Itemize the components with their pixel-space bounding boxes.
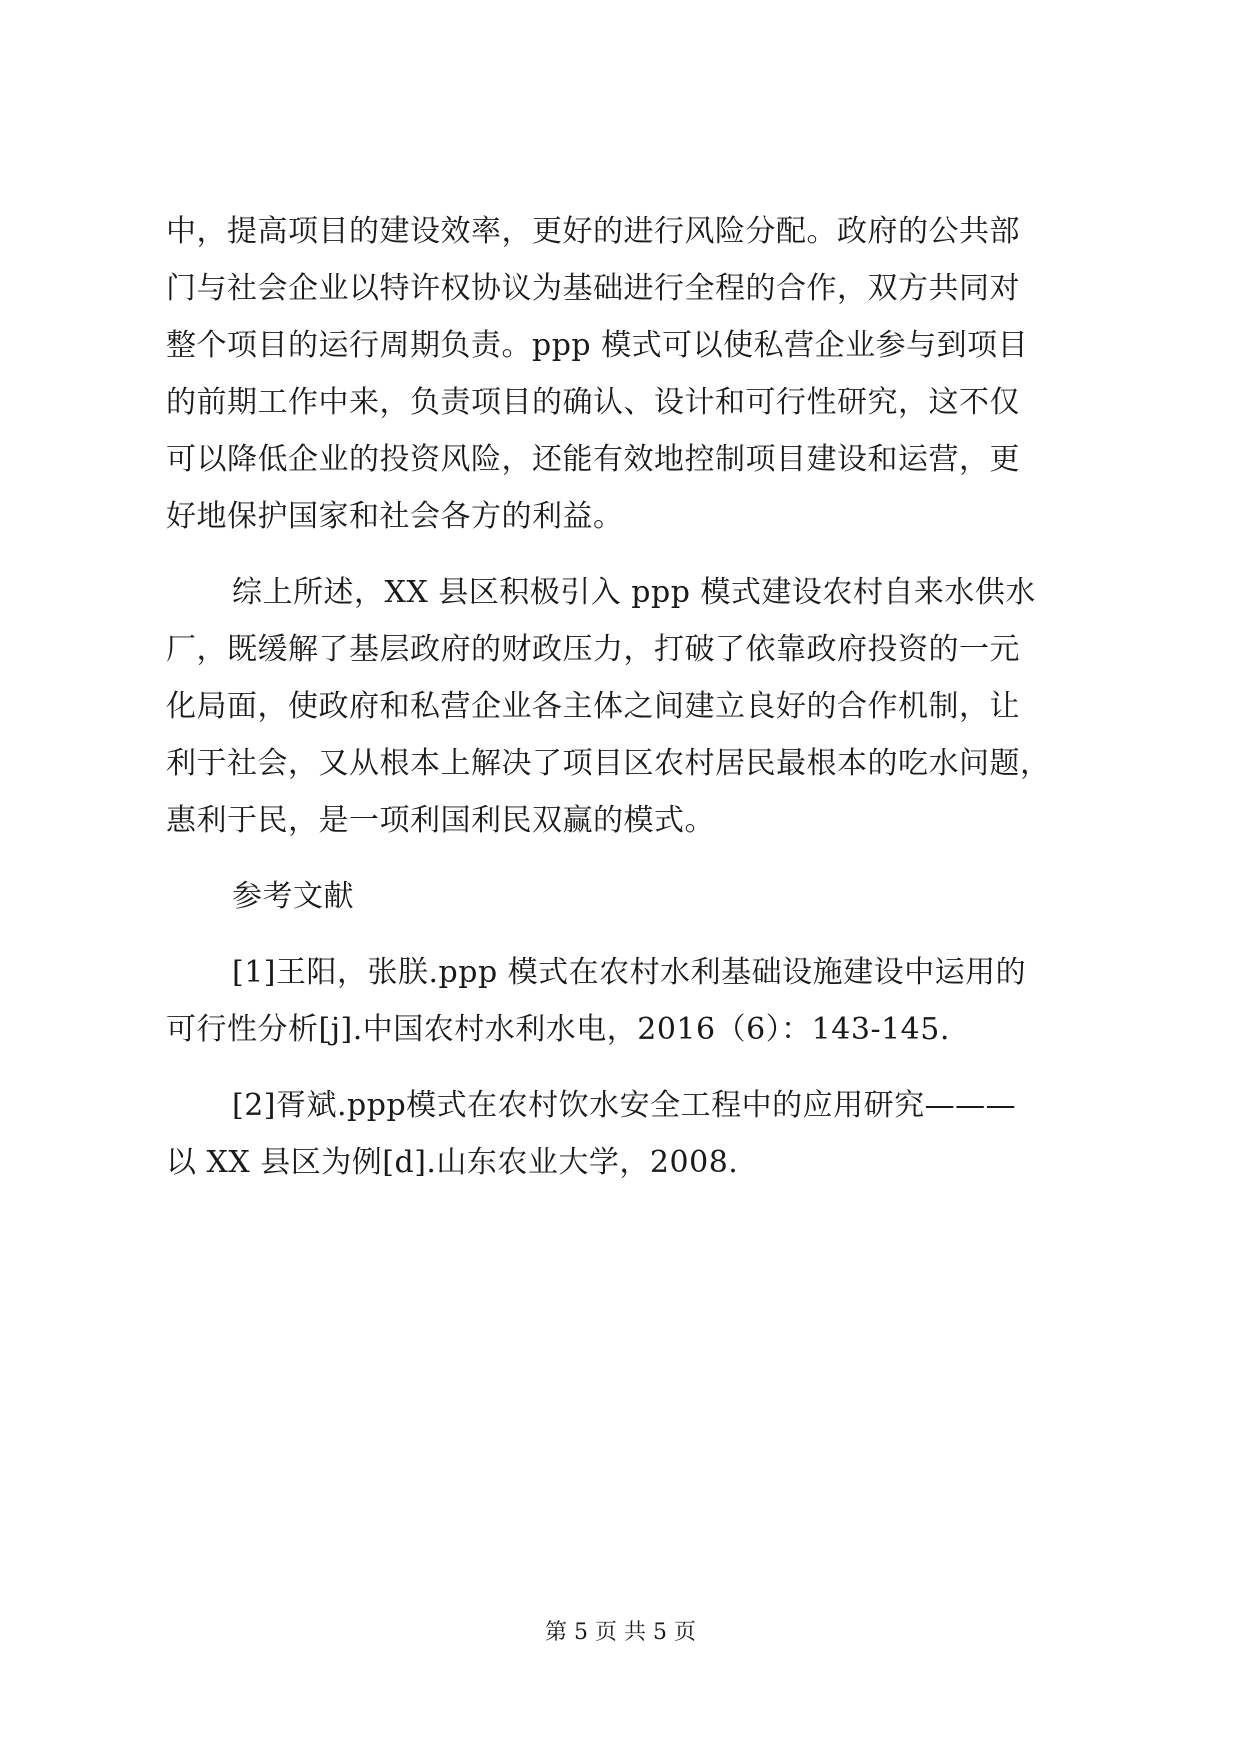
body-line: 好地保护国家和社会各方的利益。 bbox=[166, 499, 624, 534]
body-line: 中，提高项目的建设效率，更好的进行风险分配。政府的公共部 bbox=[166, 214, 1020, 249]
body-line: 惠利于民，是一项利国利民双赢的模式。 bbox=[166, 803, 715, 838]
body-line: 整个项目的运行周期负责。ppp 模式可以使私营企业参与到项目 bbox=[166, 328, 1029, 363]
reference-2-line-2: 以 XX 县区为例[d].山东农业大学，2008. bbox=[166, 1145, 739, 1180]
references-heading: 参考文献 bbox=[232, 879, 354, 914]
body-line: 门与社会企业以特许权协议为基础进行全程的合作，双方共同对 bbox=[166, 271, 1020, 306]
body-line: 可以降低企业的投资风险，还能有效地控制项目建设和运营，更 bbox=[166, 442, 1020, 477]
body-line: 化局面，使政府和私营企业各主体之间建立良好的合作机制，让 bbox=[166, 689, 1020, 724]
page-footer: 第 5 页 共 5 页 bbox=[545, 1620, 696, 1645]
body-line: 利于社会，又从根本上解决了项目区农村居民最根本的吃水问题， bbox=[166, 746, 1051, 781]
body-line: 厂，既缓解了基层政府的财政压力，打破了依靠政府投资的一元 bbox=[166, 632, 1020, 667]
body-line: 综上所述，XX 县区积极引入 ppp 模式建设农村自来水供水 bbox=[232, 575, 1036, 610]
reference-1-line-2: 可行性分析[j].中国农村水利水电，2016（6）：143-145. bbox=[166, 1012, 950, 1047]
reference-2-line-1: [2]胥斌.ppp模式在农村饮水安全工程中的应用研究——— bbox=[232, 1088, 1017, 1123]
reference-1-line-1: [1]王阳，张朕.ppp 模式在农村水利基础设施建设中运用的 bbox=[232, 955, 1027, 990]
body-line: 的前期工作中来，负责项目的确认、设计和可行性研究，这不仅 bbox=[166, 385, 1020, 420]
